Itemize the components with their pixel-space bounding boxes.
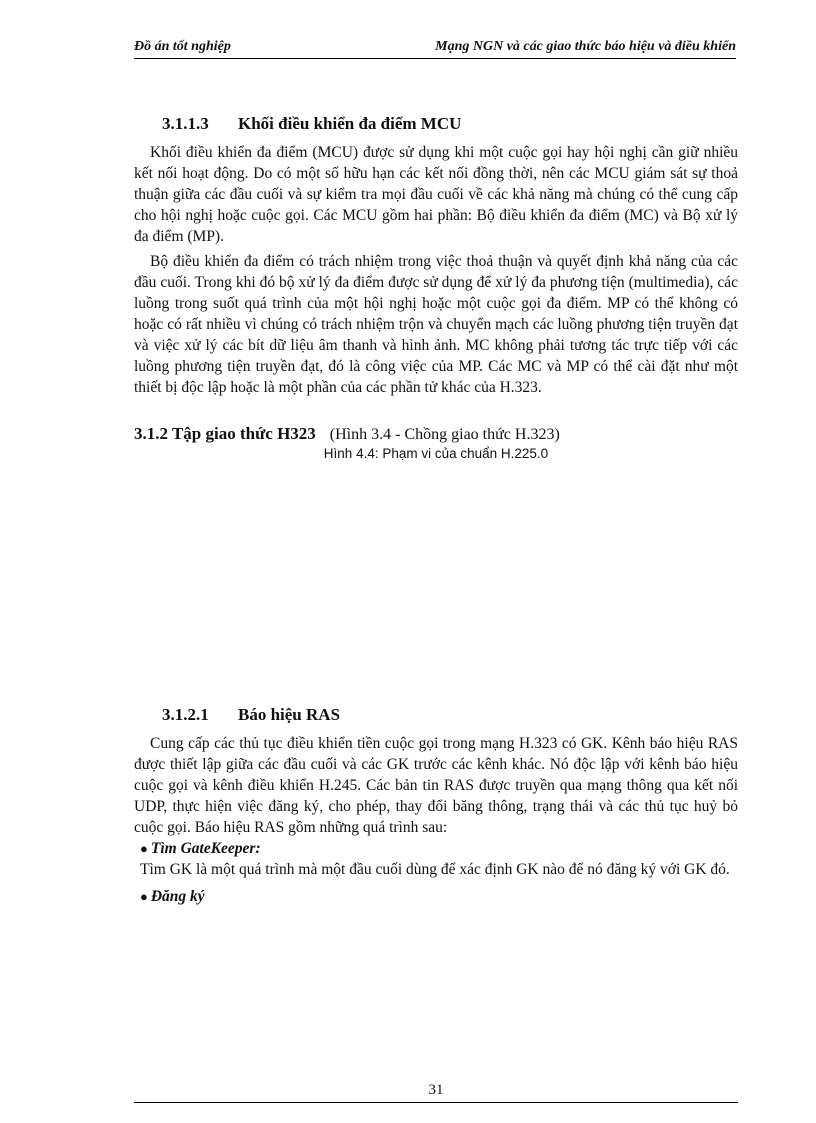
section-3113-number: 3.1.1.3: [162, 114, 209, 133]
section-3121-number: 3.1.2.1: [162, 705, 209, 724]
section-312-heading: [134, 424, 738, 444]
bullet-dot-icon: ●: [140, 841, 148, 856]
bullet-register-label: Đăng ký: [150, 888, 205, 905]
section-3113-heading: [162, 114, 738, 134]
bullet-find-gatekeeper: [140, 838, 738, 859]
figure-placeholder: [134, 461, 738, 705]
page-content: [134, 114, 738, 907]
section-3121-title: Báo hiệu RAS: [238, 705, 341, 724]
section-3121-paragraph-2: Tìm GK là một quá trình mà một đầu cuối dùng để xác định GK nào để nó đăng ký với GK đó.: [140, 861, 730, 878]
section-3121-paragraph-1: Cung cấp các thủ tục điều khiển tiền cuộc gọi trong mạng H.323 có GK. Kênh báo hiệu RAS được thiết lập giữa các đầu cuối và các GK trước các kênh khác. Nó độc lập với kênh báo hiệu cuộc gọi và kênh điều khiển H.245. Các bản tin RAS được truyền qua mạng thông qua kết nối UDP, thực hiện việc đăng ký, cho phép, thay đổi băng thông, trạng thái và các thủ tục huỷ bỏ cuộc gọi. Báo hiệu RAS gồm những quá trình sau:: [134, 735, 738, 836]
page-footer: [134, 1082, 738, 1103]
section-312-title: 3.1.2 Tập giao thức H323: [134, 424, 316, 443]
figure-caption: Hình 4.4: Phạm vi của chuẩn H.225.0: [323, 446, 549, 461]
section-3113-paragraph-2: Bộ điều khiển đa điểm có trách nhiệm trong việc thoả thuận và quyết định khả năng của các đầu cuối. Trong khi đó bộ xử lý đa điểm được sử dụng để xử lý đa phương tiện (multimedia), các luồng trong suốt quá trình của một hội nghị hoặc một cuộc gọi đa điểm. MP có thể không có hoặc có rất nhiều vì chúng có trách nhiệm trộn và chuyển mạch các luồng phương tiện truyền đạt và việc xử lý các bít dữ liệu âm thanh và hình ảnh. MC không phải tương tác trực tiếp với các luồng phương tiện truyền đạt, đó là công việc của MP. Các MC và MP có thể cài đặt như một thiết bị độc lập hoặc là một phần của các phần tử khác của H.323.: [134, 253, 738, 396]
bullet-find-gatekeeper-label: Tìm GateKeeper:: [150, 840, 261, 857]
bullet-dot-icon: ●: [140, 889, 148, 904]
header-right-title: Mạng NGN và các giao thức báo hiệu và điều khiển: [435, 39, 736, 54]
bullet-register: [140, 886, 738, 907]
page-number: 31: [428, 1082, 444, 1098]
page-header: [134, 36, 736, 59]
section-3121-heading: [162, 705, 738, 725]
section-312-figure-ref: (Hình 3.4 - Chồng giao thức H.323): [329, 426, 560, 443]
section-3113-title: Khối điều khiển đa điểm MCU: [238, 114, 462, 133]
section-3113-paragraph-1: Khối điều khiển đa điểm (MCU) được sử dụng khi một cuộc gọi hay hội nghị cần giữ nhiều kết nối hoạt động. Do có một số hữu hạn các kết nối đồng thời, nên các MCU giám sát sự thoả thuận giữa các đầu cuối và sự kiểm tra mọi đầu cuối về các khả năng mà chúng có thể cung cấp cho hội nghị hoặc cuộc gọi. Các MCU gồm hai phần: Bộ điều khiển đa điểm (MC) và Bộ xử lý đa điểm (MP).: [134, 144, 738, 245]
header-left-title: Đồ án tốt nghiệp: [134, 39, 231, 54]
